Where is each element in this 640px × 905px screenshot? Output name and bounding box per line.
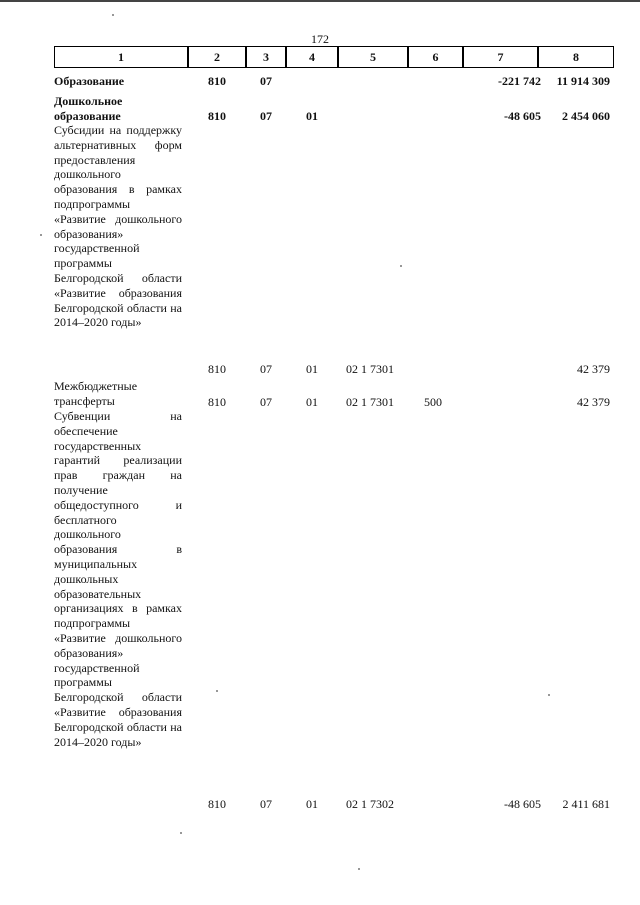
cell-section: 07: [260, 362, 272, 376]
cell-target-article: 02 1 7301: [346, 395, 394, 409]
scan-speck: [400, 265, 402, 267]
cell-admin-code: 810: [208, 362, 226, 376]
cell-change: -48 605: [504, 797, 541, 811]
scan-edge-line: [0, 0, 640, 2]
column-header-5: 5: [338, 46, 408, 68]
scan-speck: [358, 868, 360, 870]
cell-section: 07: [260, 109, 272, 123]
scan-speck: [180, 832, 182, 834]
cell-change: -221 742: [498, 74, 541, 88]
cell-admin-code: 810: [208, 797, 226, 811]
scan-speck: [216, 690, 218, 692]
scan-speck: [548, 694, 550, 696]
column-header-1: 1: [54, 46, 188, 68]
column-header-2: 2: [188, 46, 246, 68]
cell-target-article: 02 1 7301: [346, 362, 394, 376]
cell-admin-code: 810: [208, 109, 226, 123]
row-name: Субсидии на поддержку альтернативных форм предоставления дошкольного образования в рамках подпрограммы «Развитие дошкольного образования» государственной программы Белгородской области «Развитие образования Белгородской области на 2014–2020 годы»: [54, 123, 182, 330]
cell-section: 07: [260, 74, 272, 88]
column-header-6: 6: [408, 46, 463, 68]
row-name: Дошкольное образование: [54, 94, 123, 123]
row-name: Субвенции на обеспечение государственных гарантий реализации прав граждан на получение общедоступного и бесплатного дошкольного образования в муниципальных дошкольных образовательных организациях в рамках подпрограммы «Развитие дошкольного образования» государственной программы Белгородской области «Развитие образования Белгородской области на 2014–2020 годы»: [54, 409, 182, 749]
cell-total: 42 379: [577, 362, 610, 376]
cell-admin-code: 810: [208, 395, 226, 409]
cell-target-article: 02 1 7302: [346, 797, 394, 811]
column-header-3: 3: [246, 46, 286, 68]
table-row: [54, 379, 614, 409]
cell-total: 42 379: [577, 395, 610, 409]
cell-subsection: 01: [306, 395, 318, 409]
column-header-4: 4: [286, 46, 338, 68]
cell-change: -48 605: [504, 109, 541, 123]
row-name: Межбюджетные трансферты: [54, 379, 138, 408]
table-row: [54, 94, 614, 124]
cell-expense-type: 500: [424, 395, 442, 409]
cell-total: 2 411 681: [562, 797, 610, 811]
cell-total: 11 914 309: [556, 74, 610, 88]
table-row: [54, 74, 614, 92]
cell-section: 07: [260, 797, 272, 811]
scan-speck: [112, 14, 114, 16]
page-number: 172: [311, 32, 329, 46]
cell-section: 07: [260, 395, 272, 409]
table-row: [54, 123, 614, 375]
table-row: [54, 409, 614, 809]
cell-total: 2 454 060: [562, 109, 610, 123]
row-name: Образование: [54, 74, 125, 88]
cell-subsection: 01: [306, 362, 318, 376]
scan-speck: [40, 234, 42, 236]
column-header-7: 7: [463, 46, 538, 68]
cell-subsection: 01: [306, 797, 318, 811]
cell-admin-code: 810: [208, 74, 226, 88]
column-header-8: 8: [538, 46, 614, 68]
cell-subsection: 01: [306, 109, 318, 123]
